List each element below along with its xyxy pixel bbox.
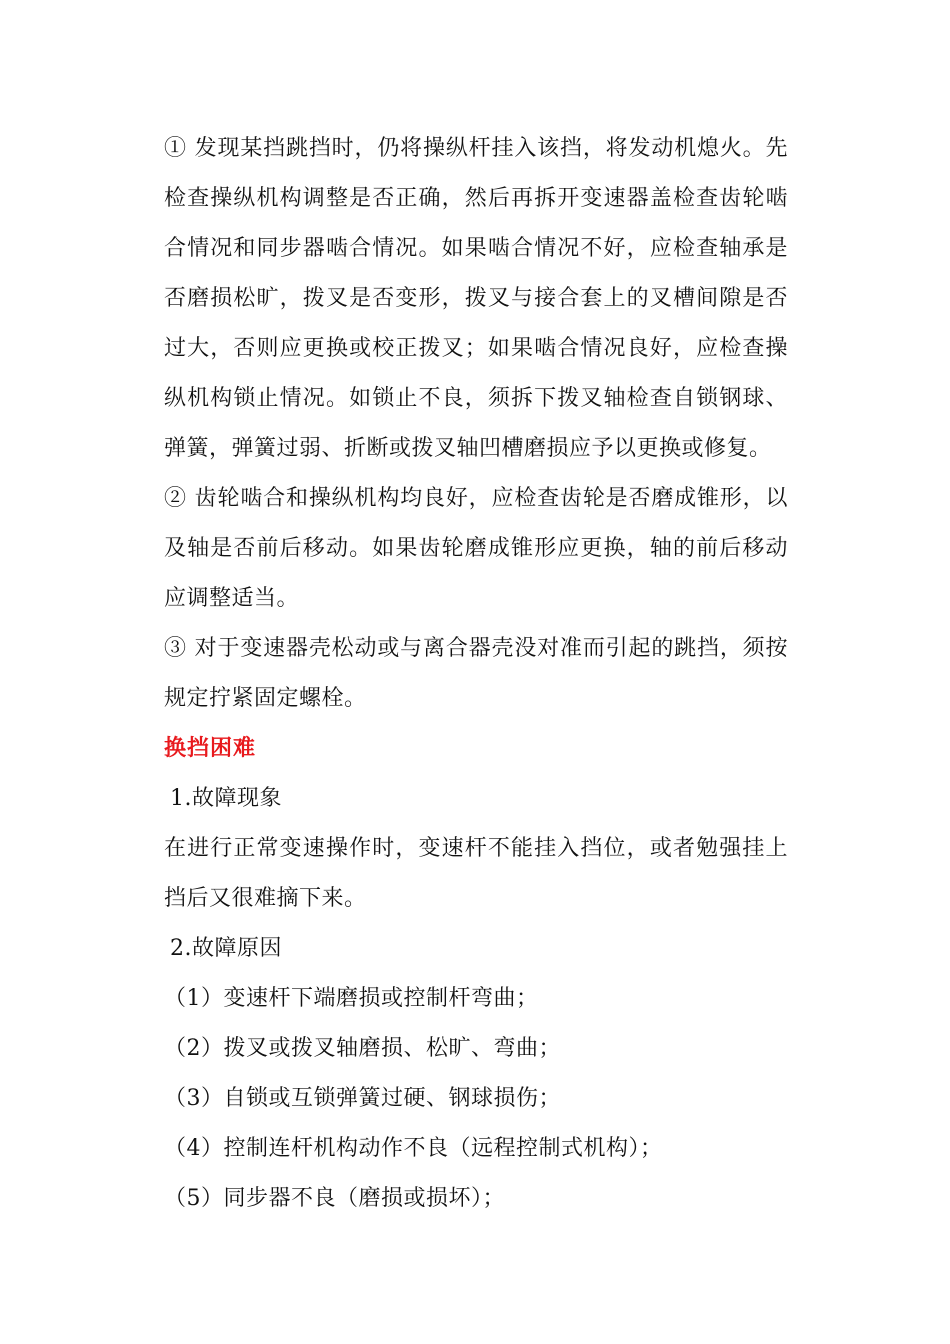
paragraph-jump-gear-check-3: ③ 对于变速器壳松动或与离合器壳没对准而引起的跳挡，须按规定拧紧固定螺栓。 [164,636,788,711]
section-title: 换挡困难 [164,736,257,761]
paragraph-jump-gear-check-1: ① 发现某挡跳挡时，仍将操纵杆挂入该挡，将发动机熄火。先检查操纵机构调整是否正确，然后再拆开变速器盖检查齿轮啮合情况和同步器啮合情况。如果啮合情况不好，应检查轴承是否磨损松旷，拨叉是否变形，拨叉与接合套上的叉槽间隙是否过大，否则应更换或校正拨叉；如果啮合情况良好，应检查操纵机构锁止情况。如锁止不良，须拆下拨叉轴检查自锁钢球、弹簧，弹簧过弱、折断或拨叉轴凹槽磨损应予以更换或修复。 [164,136,788,461]
cause-item: （2）拨叉或拨叉轴磨损、松旷、弯曲； [164,1036,561,1061]
phenomenon-heading: 1.故障现象 [170,786,282,811]
document-page [164,124,788,1224]
cause-item: （1）变速杆下端磨损或控制杆弯曲； [164,986,539,1011]
cause-item: （4）控制连杆机构动作不良（远程控制式机构）； [164,1136,663,1161]
cause-item: （5）同步器不良（磨损或损坏）； [164,1186,505,1211]
cause-heading: 2.故障原因 [170,936,282,961]
paragraph-jump-gear-check-2: ② 齿轮啮合和操纵机构均良好，应检查齿轮是否磨成锥形，以及轴是否前后移动。如果齿轮磨成锥形应更换，轴的前后移动应调整适当。 [164,486,788,611]
cause-item: （3）自锁或互锁弹簧过硬、钢球损伤； [164,1086,561,1111]
phenomenon-text: 在进行正常变速操作时，变速杆不能挂入挡位，或者勉强挂上挡后又很难摘下来。 [164,836,788,911]
